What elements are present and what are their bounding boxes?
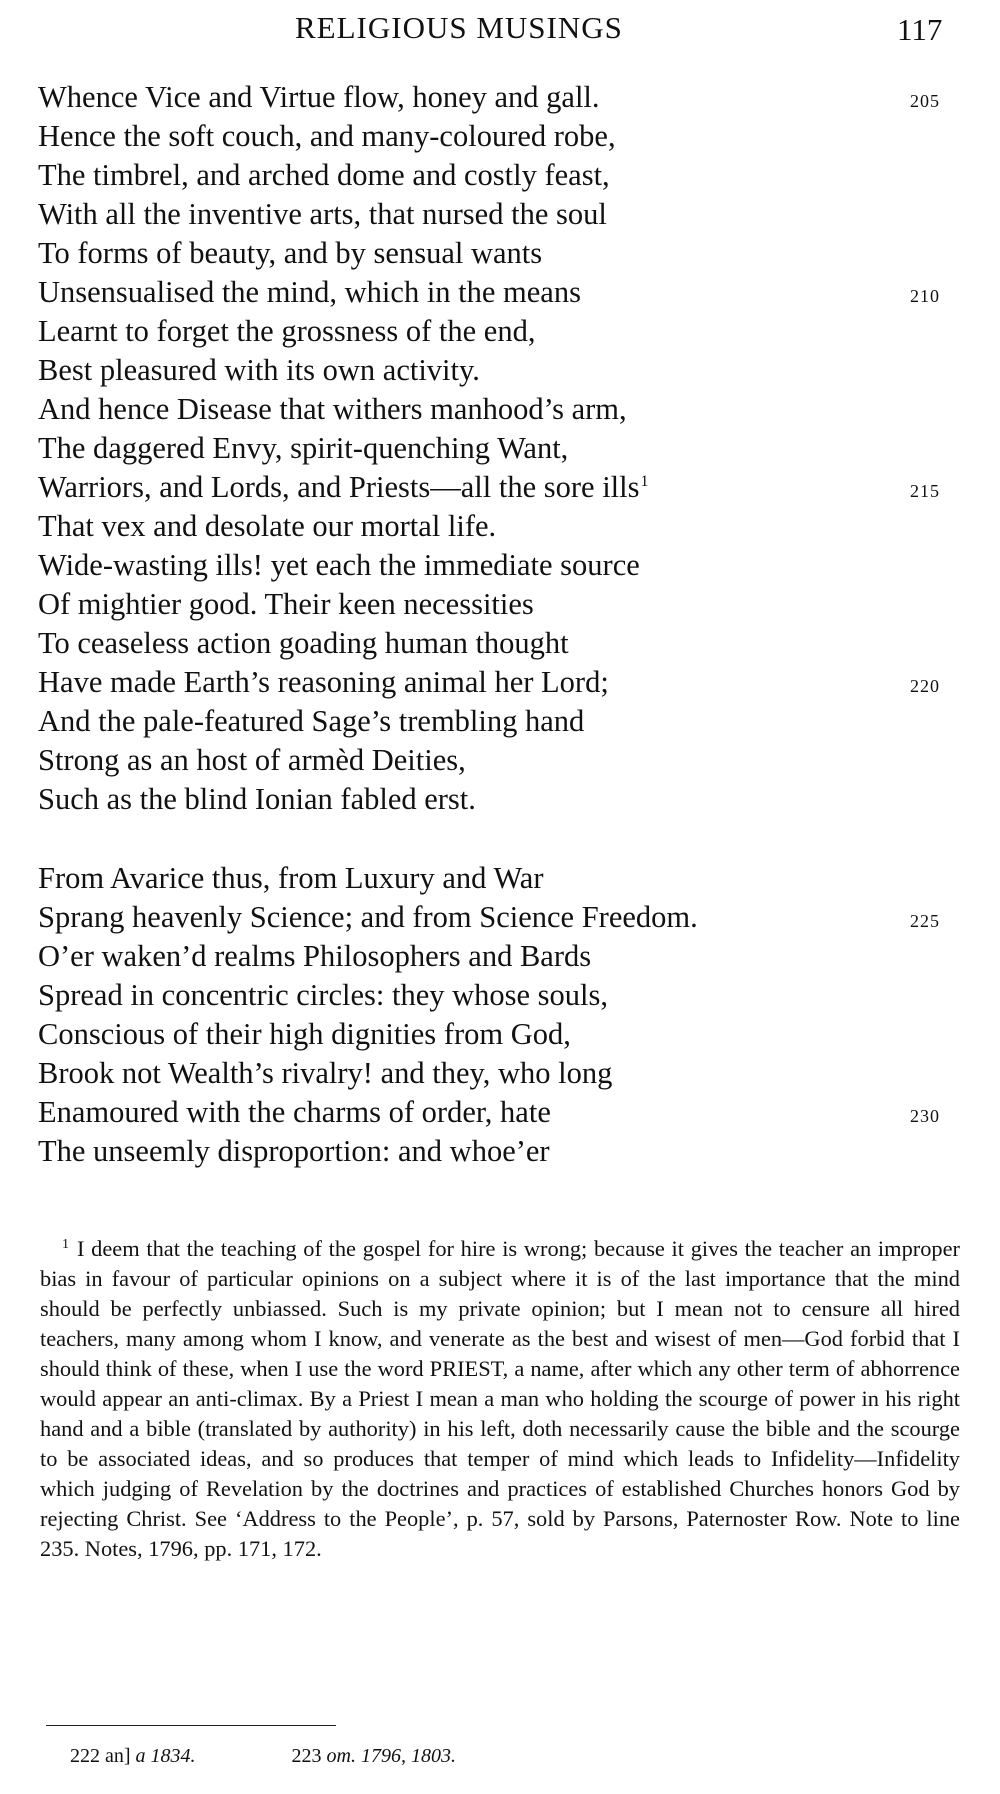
verse-text: Unsensualised the mind, which in the means xyxy=(38,275,581,309)
verse-line xyxy=(38,1054,958,1093)
verse-line xyxy=(38,780,958,819)
verse-text: Conscious of their high dignities from God, xyxy=(38,1017,571,1051)
verse-text: Whence Vice and Virtue flow, honey and gall. xyxy=(38,80,600,114)
verse-line xyxy=(38,78,958,117)
footnote-divider xyxy=(46,1725,336,1726)
variant-reading: om. 1796, 1803. xyxy=(326,1745,456,1767)
verse-line xyxy=(38,117,958,156)
verse-text: Hence the soft couch, and many-coloured robe, xyxy=(38,119,616,153)
verse-line xyxy=(38,937,958,976)
variant-entry xyxy=(292,1745,456,1768)
verse-line xyxy=(38,1132,958,1171)
verse-line xyxy=(38,663,958,702)
verse-line xyxy=(38,585,958,624)
verse-line xyxy=(38,195,958,234)
verse-line xyxy=(38,859,958,898)
verse-text: The timbrel, and arched dome and costly feast, xyxy=(38,158,610,192)
verse-line xyxy=(38,1093,958,1132)
verse-text: That vex and desolate our mortal life. xyxy=(38,509,497,543)
variant-entry xyxy=(70,1745,196,1768)
verse-line xyxy=(38,468,958,507)
running-head xyxy=(0,10,1000,50)
verse-line xyxy=(38,390,958,429)
verse-text: The unseemly disproportion: and whoe’er xyxy=(38,1134,550,1168)
verse-text: Have made Earth’s reasoning animal her Lord; xyxy=(38,665,609,699)
verse-line xyxy=(38,429,958,468)
stanza xyxy=(38,78,958,819)
verse-line xyxy=(38,546,958,585)
verse-line xyxy=(38,312,958,351)
variant-line-number: 223 xyxy=(291,1745,322,1767)
verse-text: Strong as an host of armèd Deities, xyxy=(38,743,466,777)
verse-text: To forms of beauty, and by sensual wants xyxy=(38,236,543,270)
verse-text: And the pale-featured Sage’s trembling hand xyxy=(38,704,585,738)
verse-text: Such as the blind Ionian fabled erst. xyxy=(38,782,476,816)
verse-text: Spread in concentric circles: they whose souls, xyxy=(38,978,609,1012)
verse-line xyxy=(38,976,958,1015)
verse-line xyxy=(38,624,958,663)
verse-text: Of mightier good. Their keen necessities xyxy=(38,587,534,621)
verse-line xyxy=(38,702,958,741)
line-number: 225 xyxy=(910,911,940,931)
line-number: 205 xyxy=(910,91,940,111)
stanza xyxy=(38,859,958,1171)
variant-line-number: 222 xyxy=(70,1745,100,1767)
verse-text: And hence Disease that withers manhood’s arm, xyxy=(38,392,627,426)
verse-text: O’er waken’d realms Philosophers and Bards xyxy=(38,939,592,973)
footnote-text: I deem that the teaching of the gospel for hire is wrong; because it gives the teacher an improper bias in favour of particular opinions on a subject where it is of the last importance that the mind should be perfectly unbiassed. Such is my private opinion; but I mean not to censure all hired teachers, many among whom I know, and venerate as the best and wisest of men—God forbid that I should think of these, when I use the word PRIEST, a name, after which any other term of abhorrence would appear an anti-climax. By a Priest I mean a man who holding the scourge of power in his right hand and a bible (translated by authority) in his left, doth necessarily cause the bible and the scourge to be associated ideas, and so produces that temper of mind which leads to Infidelity—Infidelity which judging of Revelation by the doctrines and practices of established Churches honors God by rejecting Christ. See ‘Address to the People’, p. 57, sold by Parsons, Paternoster Row. Note to line 235. Notes, 1796, pp. 171, 172. xyxy=(40,1236,960,1562)
line-number: 215 xyxy=(910,481,940,501)
verse-text: Sprang heavenly Science; and from Science Freedom. xyxy=(38,900,698,934)
line-number: 210 xyxy=(910,286,940,306)
footnote-marker: 1 xyxy=(62,1236,69,1252)
verse-text: Learnt to forget the grossness of the end, xyxy=(38,314,536,348)
verse-text: Brook not Wealth’s rivalry! and they, who long xyxy=(38,1056,613,1090)
line-number: 230 xyxy=(910,1106,940,1126)
verse-line xyxy=(38,234,958,273)
line-number: 220 xyxy=(910,676,940,696)
verse-line xyxy=(38,156,958,195)
verse-line xyxy=(38,273,958,312)
verse-text: Best pleasured with its own activity. xyxy=(38,353,480,387)
verse-line xyxy=(38,1015,958,1054)
variant-lemma: an] xyxy=(105,1745,131,1767)
verse-text: To ceaseless action goading human thought xyxy=(38,626,569,660)
verse-text: Enamoured with the charms of order, hate xyxy=(38,1095,551,1129)
verse-text: Warriors, and Lords, and Priests—all the sore ills$^1$ xyxy=(38,470,649,504)
verse-text: With all the inventive arts, that nursed the soul xyxy=(38,197,607,231)
verse-line xyxy=(38,351,958,390)
verse-text: The daggered Envy, spirit-quenching Want, xyxy=(38,431,569,465)
verse-text: Wide-wasting ills! yet each the immediate source xyxy=(38,548,640,582)
poem-body xyxy=(38,78,958,1171)
footnote xyxy=(40,1234,960,1564)
footnote-reference: 1 xyxy=(640,472,649,490)
running-title: RELIGIOUS MUSINGS xyxy=(295,10,623,45)
verse-text: From Avarice thus, from Luxury and War xyxy=(38,861,544,895)
page-number: 117 xyxy=(897,12,943,47)
textual-variants xyxy=(70,1745,552,1768)
verse-line xyxy=(38,741,958,780)
verse-line xyxy=(38,507,958,546)
verse-line xyxy=(38,898,958,937)
variant-reading: a 1834. xyxy=(135,1745,196,1767)
